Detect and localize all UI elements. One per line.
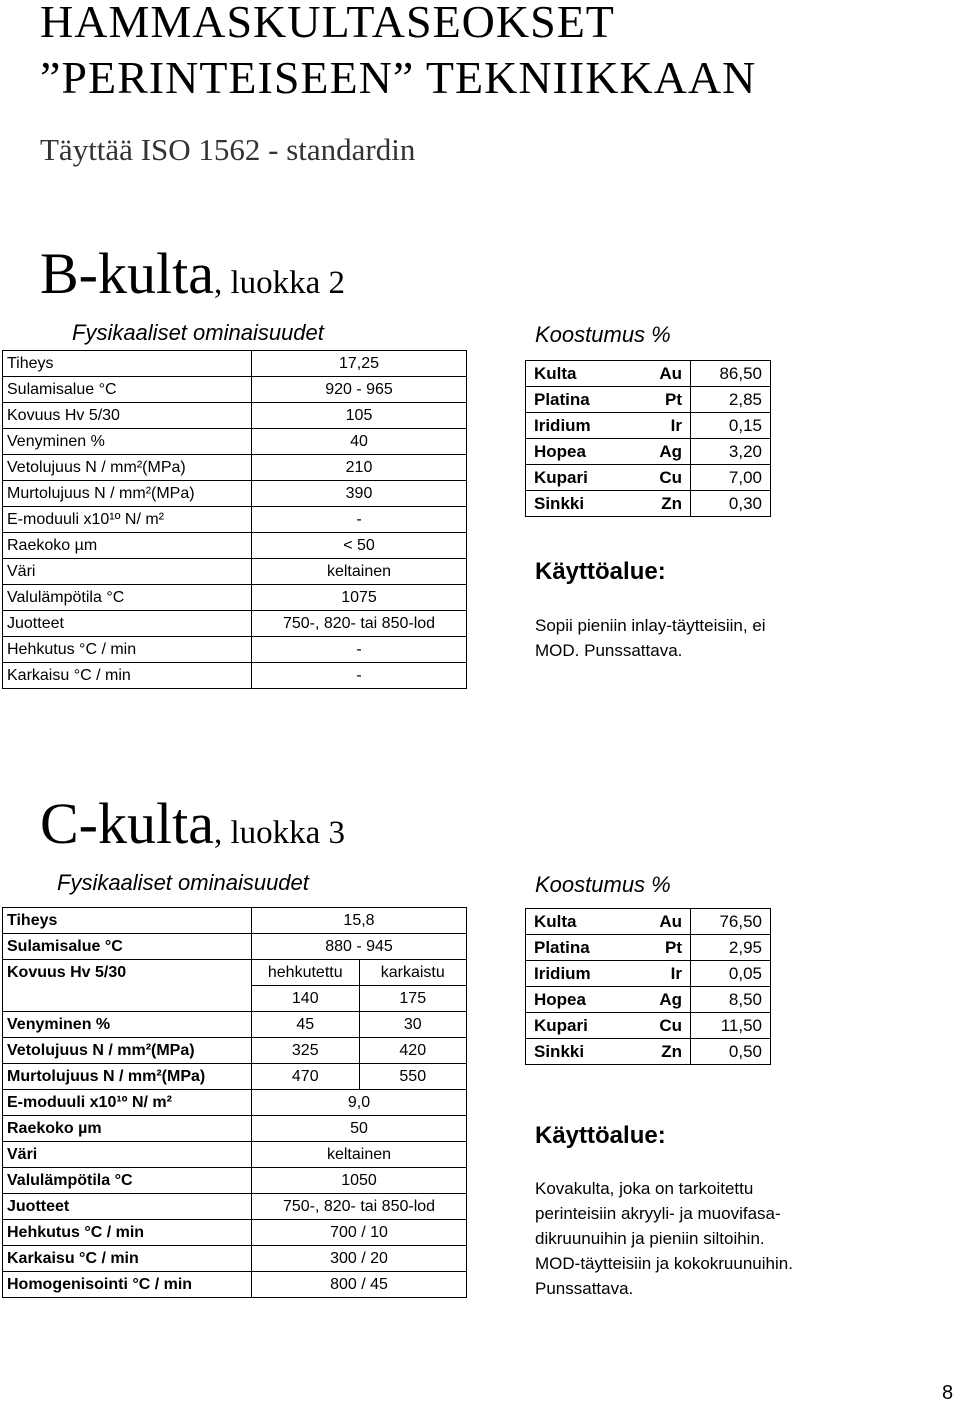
element-percent: 86,50 — [691, 361, 771, 387]
row-label: Sulamisalue °C — [3, 934, 252, 960]
table-row — [3, 533, 467, 559]
c-composition-table — [525, 908, 771, 1065]
element-percent: 0,05 — [691, 961, 771, 987]
element-name: Platina — [526, 387, 623, 413]
row-label: Tiheys — [3, 351, 252, 377]
row-value-2: 175 — [359, 986, 467, 1012]
row-label: Valulämpötila °C — [3, 585, 252, 611]
b-use-title: Käyttöalue: — [535, 558, 666, 585]
table-row — [3, 908, 467, 934]
row-value: 40 — [252, 429, 467, 455]
b-use-text: Sopii pieniin inlay-täytteisiin, ei MOD. Punssattava. — [535, 616, 766, 660]
c-use-text: Kovakulta, joka on tarkoitettu perinteisiin akryyli- ja muovifasa-dikruunuihin ja pieniin siltoihin. MOD-täytteisiin ja kokokruunuihin. Punssattava. — [535, 1179, 793, 1298]
row-value: - — [252, 663, 467, 689]
title-line-1: HAMMASKULTASEOKSET — [40, 0, 615, 47]
c-kulta-heading — [40, 790, 345, 857]
row-label: Karkaisu °C / min — [3, 1246, 252, 1272]
row-value: 105 — [252, 403, 467, 429]
element-percent: 76,50 — [691, 909, 771, 935]
row-value: 920 - 965 — [252, 377, 467, 403]
row-label: Kovuus Hv 5/30 — [3, 960, 252, 986]
table-row — [3, 1272, 467, 1298]
row-label: Hehkutus °C / min — [3, 637, 252, 663]
element-symbol: Zn — [622, 1039, 691, 1065]
table-row — [3, 934, 467, 960]
element-name: Iridium — [526, 961, 623, 987]
row-label: Homogenisointi °C / min — [3, 1272, 252, 1298]
subtitle: Täyttää ISO 1562 - standardin — [40, 132, 416, 167]
table-row — [3, 455, 467, 481]
b-composition-label: Koostumus % — [535, 322, 671, 347]
c-physical-label: Fysikaaliset ominaisuudet — [57, 870, 309, 895]
table-row — [3, 403, 467, 429]
b-kulta-name: B-kulta — [40, 241, 214, 306]
table-row — [3, 1194, 467, 1220]
page-number: 8 — [942, 1382, 954, 1404]
element-symbol: Pt — [622, 387, 691, 413]
element-symbol: Au — [622, 909, 691, 935]
row-value: 1050 — [252, 1168, 467, 1194]
row-label: Sulamisalue °C — [3, 377, 252, 403]
row-value-2: 420 — [359, 1038, 467, 1064]
table-row — [3, 960, 467, 986]
row-label-empty — [3, 986, 252, 1012]
b-physical-label: Fysikaaliset ominaisuudet — [72, 320, 324, 345]
element-symbol: Zn — [622, 491, 691, 517]
b-composition-table — [525, 360, 771, 517]
row-label: Tiheys — [3, 908, 252, 934]
row-value: 750-, 820- tai 850-lod — [252, 1194, 467, 1220]
row-value: 17,25 — [252, 351, 467, 377]
element-symbol: Ag — [622, 987, 691, 1013]
b-kulta-heading — [40, 240, 345, 307]
table-row — [3, 1038, 467, 1064]
row-value-1: 140 — [252, 986, 360, 1012]
row-label: Vetolujuus N / mm²(MPa) — [3, 1038, 252, 1064]
element-percent: 0,30 — [691, 491, 771, 517]
table-row — [3, 986, 467, 1012]
row-value: 15,8 — [252, 908, 467, 934]
row-label: Juotteet — [3, 611, 252, 637]
row-label: Murtolujuus N / mm²(MPa) — [3, 1064, 252, 1090]
table-row — [3, 429, 467, 455]
row-value: 700 / 10 — [252, 1220, 467, 1246]
table-row — [3, 585, 467, 611]
c-kulta-class: , luokka 3 — [213, 815, 346, 851]
element-symbol: Pt — [622, 935, 691, 961]
composition-row — [526, 987, 771, 1013]
table-row — [3, 559, 467, 585]
table-row — [3, 1012, 467, 1038]
table-row — [3, 481, 467, 507]
element-percent: 2,95 — [691, 935, 771, 961]
element-symbol: Ir — [622, 413, 691, 439]
b-properties-table — [2, 350, 467, 689]
row-value: - — [252, 507, 467, 533]
row-label: Raekoko µm — [3, 533, 252, 559]
row-label: Vetolujuus N / mm²(MPa) — [3, 455, 252, 481]
row-value-2: 550 — [359, 1064, 467, 1090]
element-percent: 7,00 — [691, 465, 771, 491]
row-label: Murtolujuus N / mm²(MPa) — [3, 481, 252, 507]
row-label: Väri — [3, 559, 252, 585]
table-row — [3, 1064, 467, 1090]
row-value: - — [252, 637, 467, 663]
c-use-title: Käyttöalue: — [535, 1122, 666, 1149]
row-value: 1075 — [252, 585, 467, 611]
c-composition-label: Koostumus % — [535, 872, 671, 897]
composition-row — [526, 491, 771, 517]
element-name: Kupari — [526, 465, 623, 491]
element-percent: 0,50 — [691, 1039, 771, 1065]
composition-row — [526, 1013, 771, 1039]
c-properties-table — [2, 907, 467, 1298]
row-label: Väri — [3, 1142, 252, 1168]
element-name: Kulta — [526, 909, 623, 935]
element-symbol: Au — [622, 361, 691, 387]
element-percent: 2,85 — [691, 387, 771, 413]
row-value: 750-, 820- tai 850-lod — [252, 611, 467, 637]
element-symbol: Ag — [622, 439, 691, 465]
element-name: Iridium — [526, 413, 623, 439]
table-row — [3, 663, 467, 689]
row-label: E-moduuli x10¹º N/ m² — [3, 507, 252, 533]
row-label: E-moduuli x10¹º N/ m² — [3, 1090, 252, 1116]
composition-row — [526, 439, 771, 465]
element-percent: 0,15 — [691, 413, 771, 439]
row-label: Kovuus Hv 5/30 — [3, 403, 252, 429]
row-value: 50 — [252, 1116, 467, 1142]
element-name: Kulta — [526, 361, 623, 387]
row-value: < 50 — [252, 533, 467, 559]
table-row — [3, 1090, 467, 1116]
element-name: Sinkki — [526, 491, 623, 517]
element-name: Hopea — [526, 439, 623, 465]
element-symbol: Cu — [622, 465, 691, 491]
row-label: Valulämpötila °C — [3, 1168, 252, 1194]
col-header-karkaistu: karkaistu — [359, 960, 467, 986]
table-row — [3, 637, 467, 663]
row-value: 880 - 945 — [252, 934, 467, 960]
row-value: 800 / 45 — [252, 1272, 467, 1298]
element-symbol: Cu — [622, 1013, 691, 1039]
row-value-1: 325 — [252, 1038, 360, 1064]
table-row — [3, 1220, 467, 1246]
table-row — [3, 1168, 467, 1194]
row-value: 300 / 20 — [252, 1246, 467, 1272]
row-value-1: 470 — [252, 1064, 360, 1090]
b-kulta-class: , luokka 2 — [213, 265, 346, 301]
composition-row — [526, 413, 771, 439]
composition-row — [526, 465, 771, 491]
row-label: Juotteet — [3, 1194, 252, 1220]
table-row — [3, 377, 467, 403]
col-header-hehkutettu: hehkutettu — [252, 960, 360, 986]
row-value: 390 — [252, 481, 467, 507]
composition-row — [526, 961, 771, 987]
composition-row — [526, 935, 771, 961]
table-row — [3, 1246, 467, 1272]
title-line-2: ”PERINTEISEEN” TEKNIIKKAAN — [40, 52, 757, 103]
row-value: keltainen — [252, 1142, 467, 1168]
composition-row — [526, 361, 771, 387]
element-percent: 3,20 — [691, 439, 771, 465]
element-name: Sinkki — [526, 1039, 623, 1065]
element-symbol: Ir — [622, 961, 691, 987]
row-label: Venyminen % — [3, 429, 252, 455]
table-row — [3, 351, 467, 377]
row-label: Raekoko µm — [3, 1116, 252, 1142]
element-percent: 11,50 — [691, 1013, 771, 1039]
row-value-1: 45 — [252, 1012, 360, 1038]
element-name: Hopea — [526, 987, 623, 1013]
table-row — [3, 507, 467, 533]
element-percent: 8,50 — [691, 987, 771, 1013]
row-value: 9,0 — [252, 1090, 467, 1116]
row-label: Hehkutus °C / min — [3, 1220, 252, 1246]
table-row — [3, 1142, 467, 1168]
composition-row — [526, 1039, 771, 1065]
row-value: 210 — [252, 455, 467, 481]
row-value: keltainen — [252, 559, 467, 585]
composition-row — [526, 909, 771, 935]
row-label: Karkaisu °C / min — [3, 663, 252, 689]
element-name: Platina — [526, 935, 623, 961]
element-name: Kupari — [526, 1013, 623, 1039]
table-row — [3, 1116, 467, 1142]
row-label: Venyminen % — [3, 1012, 252, 1038]
c-kulta-name: C-kulta — [40, 791, 214, 856]
row-value-2: 30 — [359, 1012, 467, 1038]
composition-row — [526, 387, 771, 413]
table-row — [3, 611, 467, 637]
